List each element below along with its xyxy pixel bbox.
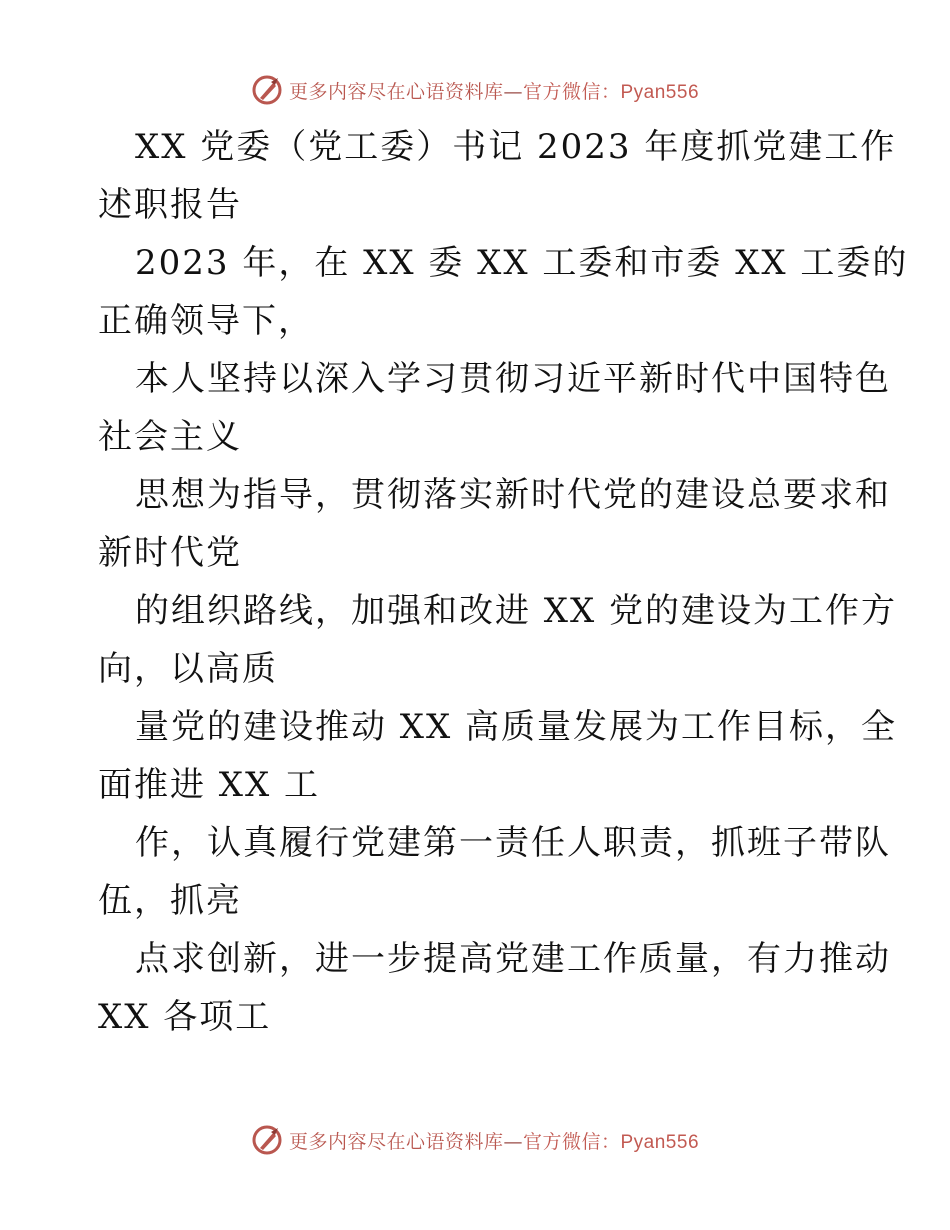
watermark-text — [289, 1127, 699, 1154]
header-watermark — [0, 70, 950, 110]
watermark-wechat: 官方微信：Pyan556 — [523, 81, 700, 103]
watermark-wechat: 官方微信：Pyan556 — [523, 1131, 700, 1153]
doc-line: 面推进 XX 工 — [98, 765, 321, 805]
doc-line: 思想为指导，贯彻落实新时代党的建设总要求和 — [135, 475, 891, 515]
doc-line: XX 党委（党工委）书记 2023 年度抓党建工作 — [135, 127, 897, 167]
quill-logo-icon — [251, 1124, 283, 1156]
doc-line: 本人坚持以深入学习贯彻习近平新时代中国特色 — [135, 359, 891, 399]
document-body — [98, 118, 909, 1046]
watermark-separator: — — [503, 1130, 523, 1153]
doc-line: 述职报告 — [98, 185, 242, 225]
quill-logo-icon — [251, 74, 283, 106]
doc-line: 新时代党 — [98, 533, 242, 573]
watermark-site: 更多内容尽在心语资料库 — [288, 1130, 504, 1153]
footer-watermark — [0, 1120, 950, 1160]
watermark-separator: — — [503, 80, 523, 103]
doc-line: 正确领导下， — [98, 301, 314, 341]
doc-line: 的组织路线，加强和改进 XX 党的建设为工作方 — [135, 591, 898, 631]
doc-line: 点求创新，进一步提高党建工作质量，有力推动 — [135, 939, 891, 979]
doc-line: 向，以高质 — [98, 649, 278, 689]
doc-line: 伍，抓亮 — [98, 881, 242, 921]
doc-line: 量党的建设推动 XX 高质量发展为工作目标，全 — [135, 707, 898, 747]
doc-line: 社会主义 — [98, 417, 242, 457]
doc-line: 2023 年，在 XX 委 XX 工委和市委 XX 工委的 — [135, 243, 909, 283]
watermark-text — [289, 77, 699, 104]
watermark-site: 更多内容尽在心语资料库 — [288, 80, 504, 103]
doc-line: 作，认真履行党建第一责任人职责，抓班子带队 — [135, 823, 891, 863]
doc-line: XX 各项工 — [98, 997, 272, 1037]
